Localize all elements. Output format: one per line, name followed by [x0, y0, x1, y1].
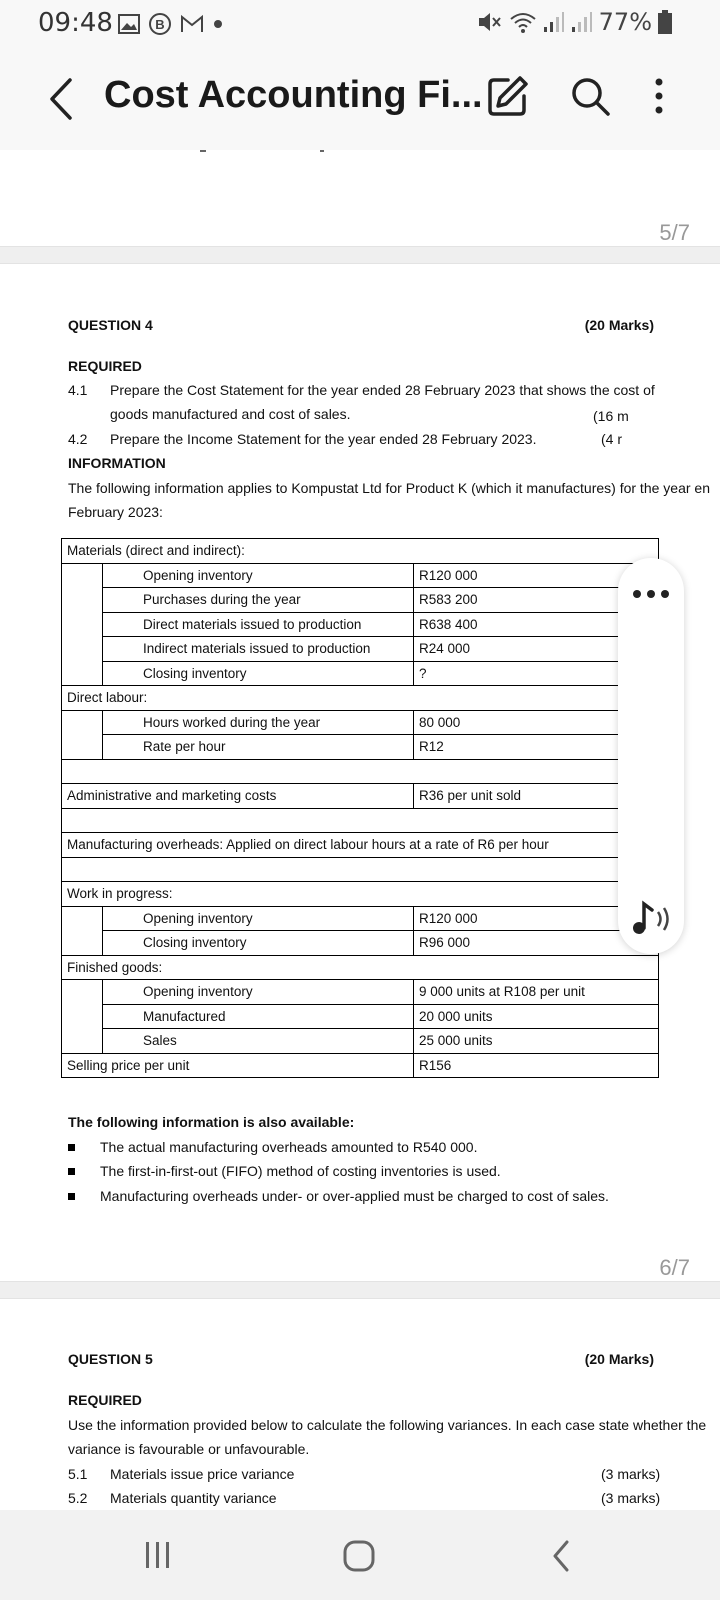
table-row: [62, 784, 659, 809]
svg-text:B: B: [155, 17, 165, 32]
table-row: [62, 759, 659, 784]
table-row: [62, 931, 659, 956]
table-cell: 9 000 units at R108 per unit: [414, 980, 659, 1005]
bullet-icon: [68, 1144, 75, 1151]
table-cell: Opening inventory: [103, 906, 414, 931]
item-marks: (3 marks): [601, 1466, 661, 1482]
table-cell: R638 400: [414, 612, 659, 637]
table-cell: R36 per unit sold: [414, 784, 659, 809]
table-row: [62, 661, 659, 686]
table-cell: R156: [414, 1053, 659, 1078]
table-cell: R96 000: [414, 931, 659, 956]
information-table: [61, 538, 659, 1078]
table-cell: R583 200: [414, 588, 659, 613]
page-number-label: 5/7: [659, 220, 690, 245]
table-row: [62, 563, 659, 588]
table-cell: Purchases during the year: [103, 588, 414, 613]
document-title: Cost Accounting Fi...: [104, 74, 483, 116]
item-number: 4.1: [68, 382, 88, 398]
table-row: [62, 1029, 659, 1054]
page-separator: [0, 246, 720, 264]
info-text: February 2023:: [68, 504, 163, 520]
table-row: [62, 1053, 659, 1078]
back-icon[interactable]: [42, 76, 82, 122]
table-row: [62, 637, 659, 662]
table-row: [62, 686, 659, 711]
item-text: Materials quantity variance: [110, 1490, 277, 1506]
table-cell: R12: [414, 735, 659, 760]
text-fragment: [200, 150, 206, 152]
table-cell: Direct labour:: [62, 686, 659, 711]
bullet-text: The first-in-first-out (FIFO) method of costing inventories is used.: [100, 1163, 501, 1179]
back-nav-icon[interactable]: [551, 1540, 571, 1572]
table-cell: Indirect materials issued to production: [103, 637, 414, 662]
table-row: [62, 833, 659, 858]
question4-marks: (20 Marks): [584, 317, 654, 333]
item-text: Prepare the Income Statement for the year ended 28 February 2023.: [110, 431, 537, 447]
table-cell: Selling price per unit: [62, 1053, 414, 1078]
wifi-icon: [509, 10, 537, 34]
home-icon[interactable]: [343, 1540, 375, 1572]
app-bar: [0, 48, 720, 151]
question5-title: QUESTION 5: [68, 1351, 153, 1367]
mute-icon: [477, 10, 503, 34]
bullet-icon: [68, 1168, 75, 1175]
signal-icon: [543, 11, 565, 33]
text-fragment: [320, 150, 324, 152]
table-cell: Closing inventory: [103, 661, 414, 686]
also-available-heading: The following information is also available:: [68, 1114, 355, 1130]
recent-apps-icon[interactable]: [144, 1540, 172, 1570]
table-cell: Manufactured: [103, 1004, 414, 1029]
table-row: [62, 857, 659, 882]
bullet-text: Manufacturing overheads under- or over-applied must be charged to cost of sales.: [100, 1188, 609, 1204]
question4-title: QUESTION 4: [68, 317, 153, 333]
signal-icon: [571, 11, 593, 33]
table-cell: ?: [414, 661, 659, 686]
item-text: goods manufactured and cost of sales.: [110, 406, 351, 422]
table-cell: R120 000: [414, 563, 659, 588]
dot-icon: [212, 18, 224, 30]
table-row: [62, 955, 659, 980]
document-viewer[interactable]: [0, 150, 720, 1510]
table-cell: Rate per hour: [103, 735, 414, 760]
table-cell: [62, 857, 659, 882]
table-cell: Administrative and marketing costs: [62, 784, 414, 809]
search-icon[interactable]: [568, 74, 612, 118]
table-cell: [62, 759, 659, 784]
table-cell: R24 000: [414, 637, 659, 662]
item-number: 5.1: [68, 1466, 88, 1482]
status-bar: [0, 0, 720, 48]
navigation-bar: [0, 1510, 720, 1600]
table-cell: Hours worked during the year: [103, 710, 414, 735]
table-cell: Opening inventory: [103, 563, 414, 588]
table-cell: Opening inventory: [103, 980, 414, 1005]
table-cell: [62, 808, 659, 833]
table-row: [62, 612, 659, 637]
page-separator: [0, 1281, 720, 1299]
table-cell: 25 000 units: [414, 1029, 659, 1054]
gmail-icon: [180, 14, 204, 34]
table-row: [62, 1004, 659, 1029]
table-cell: Work in progress:: [62, 882, 659, 907]
table-cell: Sales: [103, 1029, 414, 1054]
table-row: [62, 735, 659, 760]
table-cell: Materials (direct and indirect):: [62, 539, 659, 564]
information-heading: INFORMATION: [68, 455, 166, 471]
table-cell: R120 000: [414, 906, 659, 931]
table-row: [62, 906, 659, 931]
status-time: 09:48: [38, 8, 113, 38]
intro-text: Use the information provided below to calculate the following variances. In each case state whether the: [68, 1417, 707, 1433]
item-marks: (3 marks): [601, 1490, 661, 1506]
item-number: 4.2: [68, 431, 88, 447]
table-cell: Direct materials issued to production: [103, 612, 414, 637]
table-cell: 80 000: [414, 710, 659, 735]
table-cell: Manufacturing overheads: Applied on direct labour hours at a rate of R6 per hour: [62, 833, 659, 858]
read-aloud-icon[interactable]: [630, 898, 674, 938]
table-row: [62, 539, 659, 564]
more-horiz-icon[interactable]: [632, 588, 670, 600]
info-text: The following information applies to Kompustat Ltd for Product K (which it manufactures) for the year en: [68, 480, 710, 496]
page-number-label: 6/7: [659, 1255, 690, 1280]
item-text: Materials issue price variance: [110, 1466, 295, 1482]
table-cell: Finished goods:: [62, 955, 659, 980]
more-vert-icon[interactable]: [637, 74, 681, 118]
table-row: [62, 588, 659, 613]
battery-icon: [658, 10, 672, 34]
edit-icon[interactable]: [486, 74, 530, 118]
battery-percent: 77%: [598, 8, 652, 36]
bullet-text: The actual manufacturing overheads amounted to R540 000.: [100, 1139, 478, 1155]
table-row: [62, 980, 659, 1005]
required-heading: REQUIRED: [68, 1392, 142, 1408]
table-row: [62, 808, 659, 833]
item-number: 5.2: [68, 1490, 88, 1506]
bullet-icon: [68, 1193, 75, 1200]
table-cell: 20 000 units: [414, 1004, 659, 1029]
question5-marks: (20 Marks): [584, 1351, 654, 1367]
item-marks: (4 r: [601, 431, 622, 447]
floating-panel: [618, 558, 684, 954]
item-text: Prepare the Cost Statement for the year ended 28 February 2023 that shows the cost of: [110, 382, 655, 398]
intro-text: variance is favourable or unfavourable.: [68, 1441, 310, 1457]
gallery-icon: [118, 14, 140, 34]
item-marks: (16 m: [593, 408, 629, 424]
table-row: [62, 710, 659, 735]
required-heading: REQUIRED: [68, 358, 142, 374]
b-badge-icon: [148, 12, 172, 36]
table-cell: Closing inventory: [103, 931, 414, 956]
table-row: [62, 882, 659, 907]
